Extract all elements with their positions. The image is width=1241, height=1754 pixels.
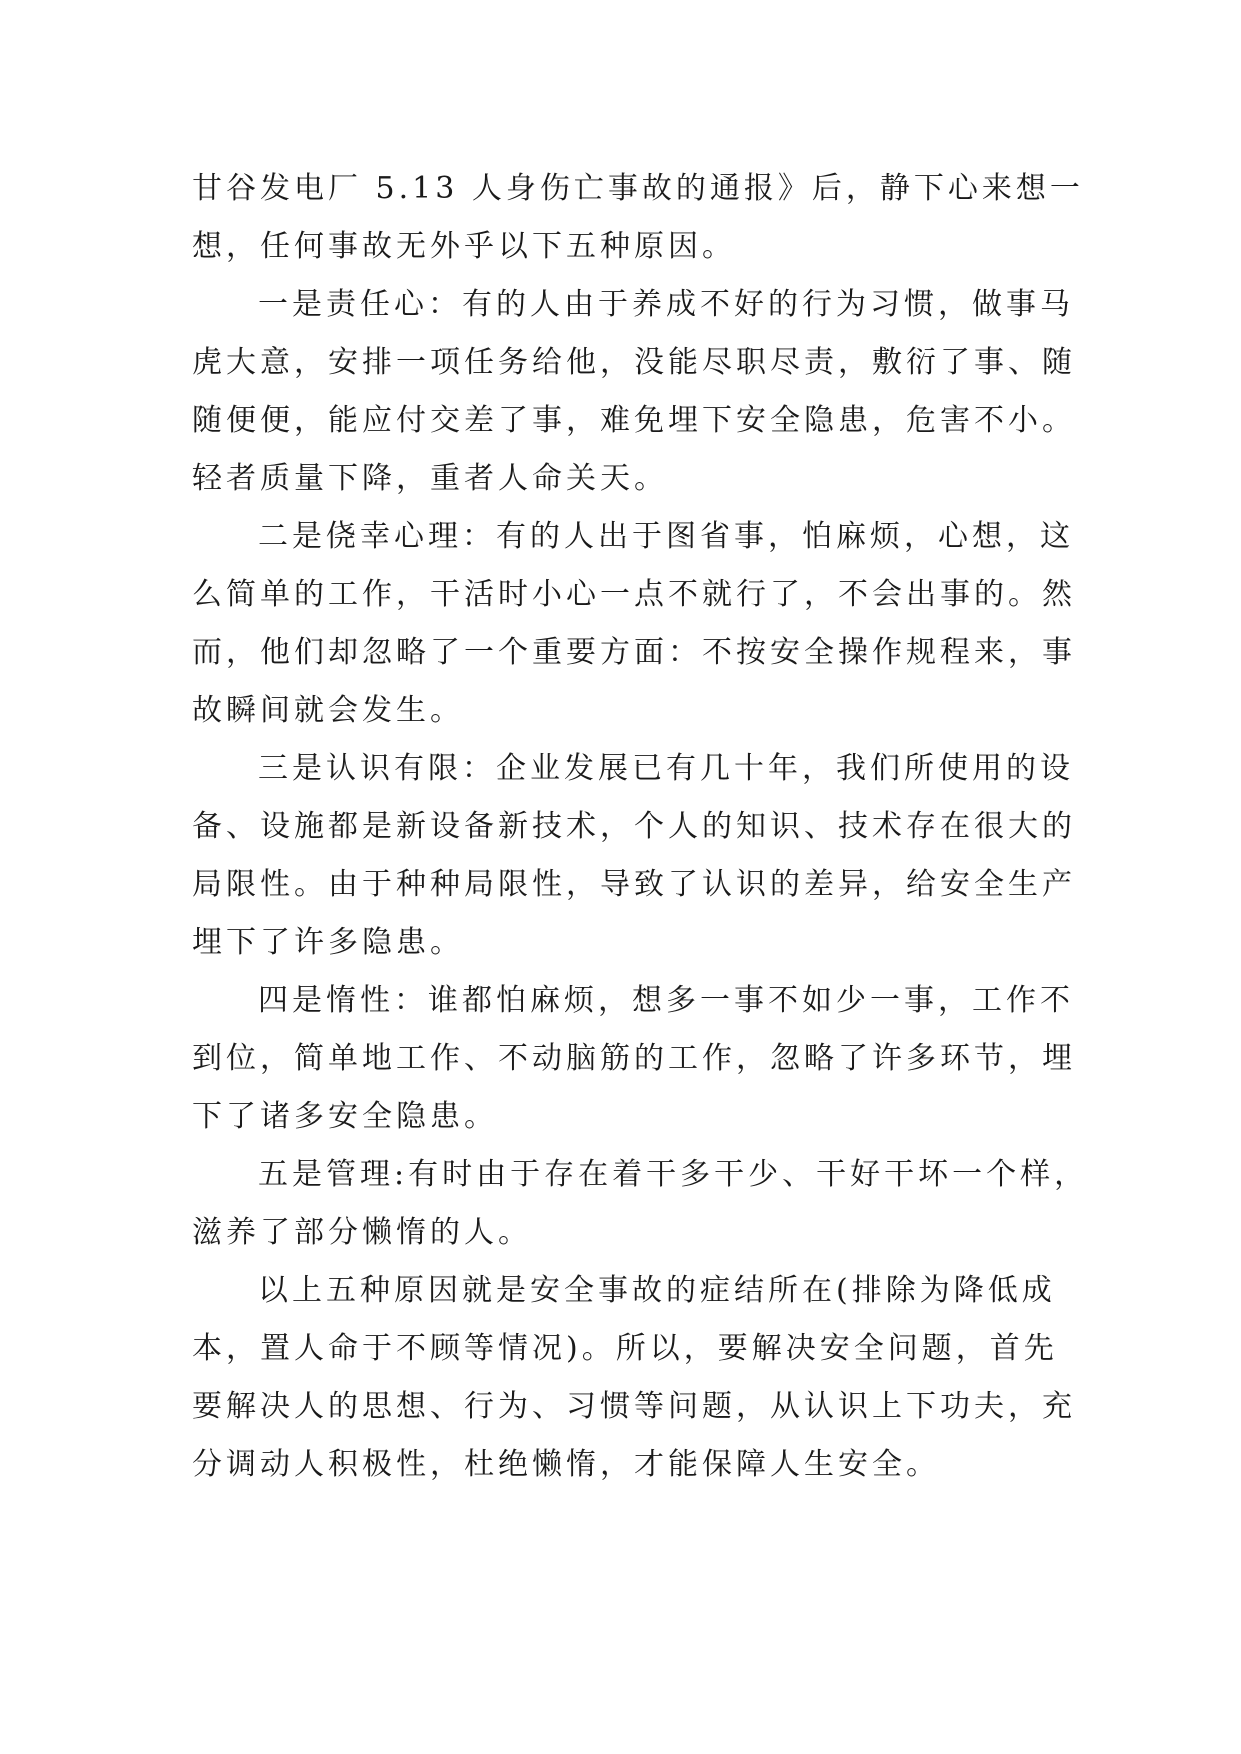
text-line: 下了诸多安全隐患。: [192, 1099, 498, 1134]
text-line: 到位，简单地工作、不动脑筋的工作，忽略了许多环节，埋: [192, 1041, 1076, 1076]
text-line: 滋养了部分懒惰的人。: [192, 1215, 532, 1250]
paragraph-start-line: 一是责任心：有的人由于养成不好的行为习惯，做事马: [258, 287, 1074, 322]
text-line: 轻者质量下降，重者人命关天。: [192, 461, 668, 496]
paragraph-start-line: 四是惰性：谁都怕麻烦，想多一事不如少一事，工作不: [258, 983, 1074, 1018]
paragraph-start-line: 以上五种原因就是安全事故的症结所在(排除为降低成: [258, 1273, 1056, 1308]
paragraph-start-line: 二是侥幸心理：有的人出于图省事，怕麻烦，心想，这: [258, 519, 1074, 554]
paragraph-start-line: 五是管理:有时由于存在着干多干少、干好干坏一个样，: [258, 1157, 1089, 1192]
text-line: 随便便，能应付交差了事，难免埋下安全隐患，危害不小。: [192, 403, 1076, 438]
text-line: 本，置人命于不顾等情况)。所以，要解决安全问题，首先: [192, 1331, 1058, 1366]
document-body: [192, 160, 1089, 1494]
text-line: 故瞬间就会发生。: [192, 693, 464, 728]
text-line: 甘谷发电厂 5.13 人身伤亡事故的通报》后，静下心来想一: [192, 171, 1084, 206]
text-line: 分调动人积极性，杜绝懒惰，才能保障人生安全。: [192, 1447, 940, 1482]
text-line: 想，任何事故无外乎以下五种原因。: [192, 229, 736, 264]
text-line: 要解决人的思想、行为、习惯等问题，从认识上下功夫，充: [192, 1389, 1076, 1424]
text-line: 备、设施都是新设备新技术，个人的知识、技术存在很大的: [192, 809, 1076, 844]
text-line: 虎大意，安排一项任务给他，没能尽职尽责，敷衍了事、随: [192, 345, 1076, 380]
text-line: 埋下了许多隐患。: [192, 925, 464, 960]
text-line: 局限性。由于种种局限性，导致了认识的差异，给安全生产: [192, 867, 1076, 902]
text-line: 而，他们却忽略了一个重要方面：不按安全操作规程来，事: [192, 635, 1076, 670]
paragraph-start-line: 三是认识有限：企业发展已有几十年，我们所使用的设: [258, 751, 1074, 786]
text-line: 么简单的工作，干活时小心一点不就行了，不会出事的。然: [192, 577, 1076, 612]
